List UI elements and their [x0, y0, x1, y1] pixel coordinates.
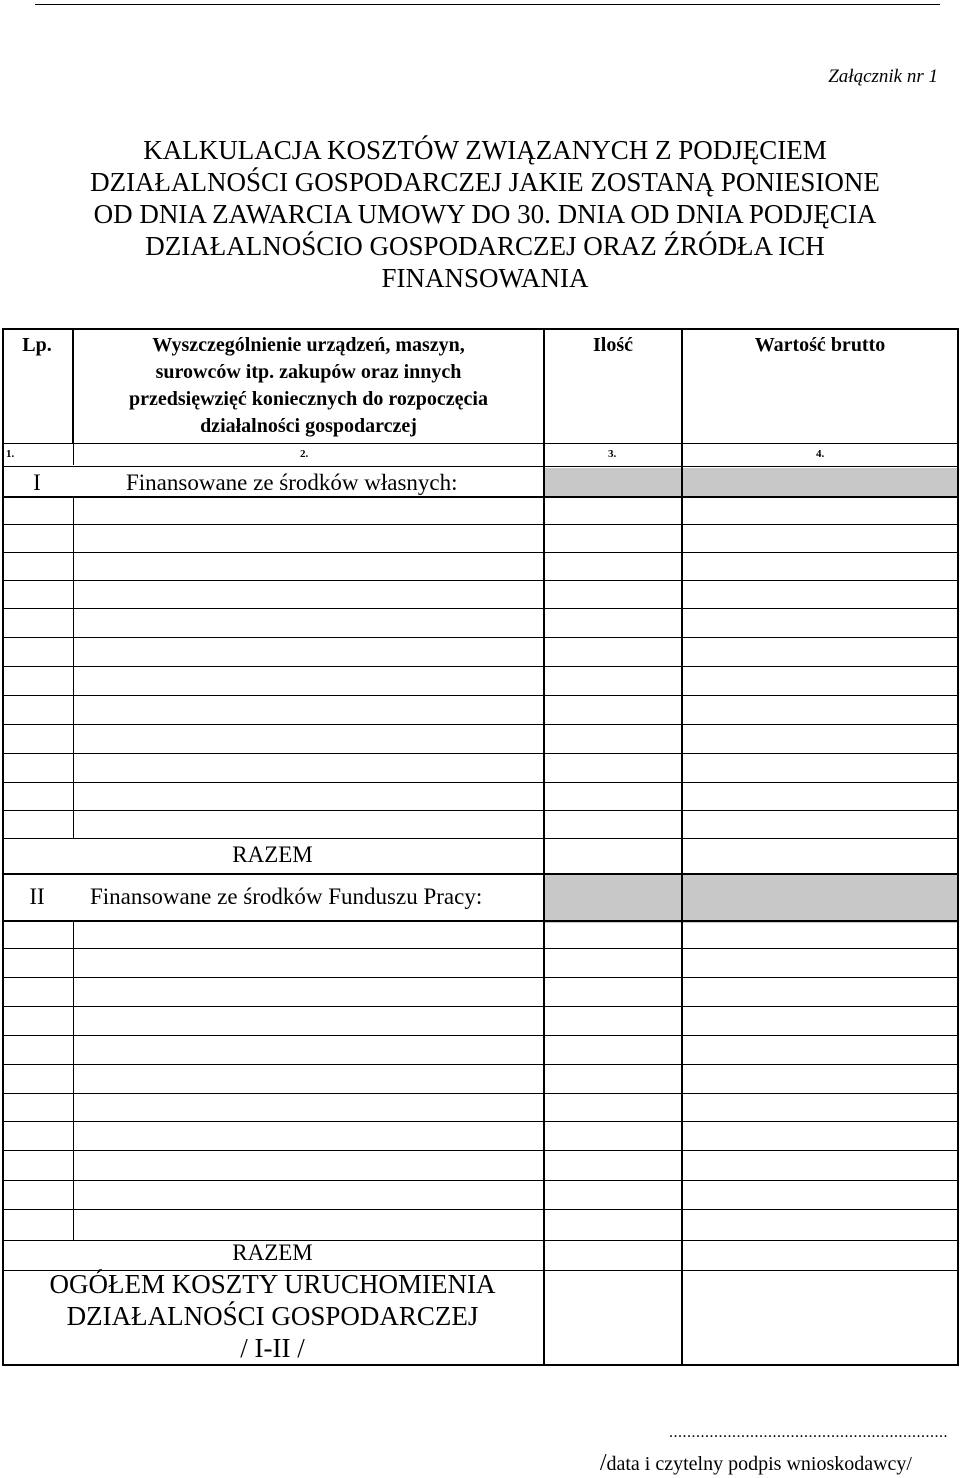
- column-number-1: 1.: [6, 448, 15, 460]
- header-value: Wartość brutto: [754, 334, 886, 356]
- section2-row-top-line: [2, 873, 959, 875]
- row-line: [2, 1150, 959, 1151]
- row-line: [2, 1035, 959, 1036]
- signature-caption: [600, 1450, 912, 1477]
- table-border-bottom: [2, 1364, 959, 1366]
- section2-label: Finansowane ze środków Funduszu Pracy:: [90, 884, 483, 909]
- row-line: [2, 753, 959, 754]
- section2-quantity-shade: [545, 873, 681, 923]
- number-row-bottom-line: [2, 466, 959, 467]
- title-line-2: DZIAŁALNOŚCI GOSPODARCZEJ JAKIE ZOSTANĄ PONIESIONE: [90, 167, 880, 197]
- signature-slash: /: [599, 1450, 607, 1476]
- grand-total-line-1: OGÓŁEM KOSZTY URUCHOMIENIA: [49, 1269, 496, 1299]
- header-description-line-1: Wyszczególnienie urządzeń, maszyn,: [152, 334, 465, 356]
- section1-number: I: [33, 470, 41, 495]
- row-line: [2, 724, 959, 725]
- table-border-top: [2, 328, 959, 330]
- row-line: [2, 977, 959, 978]
- row-line: [2, 552, 959, 553]
- row-line: [2, 637, 959, 638]
- row-line: [2, 580, 959, 581]
- header-description: [74, 332, 543, 440]
- section1-label: Finansowane ze środków własnych:: [126, 470, 458, 495]
- title-line-5: FINANSOWANIA: [381, 263, 589, 293]
- row-line: [2, 782, 959, 783]
- col-divider-1-section1: [73, 496, 74, 838]
- grand-total-label: [2, 1268, 543, 1364]
- grand-total-line-3: / I-II /: [240, 1333, 305, 1363]
- section2-total-label: RAZEM: [232, 1240, 313, 1265]
- row-line: [2, 948, 959, 949]
- column-number-4: 4.: [816, 448, 825, 460]
- row-line: [2, 1093, 959, 1094]
- section1-total-label: RAZEM: [232, 842, 313, 867]
- header-description-line-4: działalności gospodarczej: [200, 415, 417, 437]
- row-line: [2, 1180, 959, 1181]
- section1-value-shade: [683, 468, 958, 497]
- row-line: [2, 810, 959, 811]
- top-rule: [35, 4, 940, 5]
- header-description-line-3: przedsięwzięć koniecznych do rozpoczęcia: [129, 388, 488, 410]
- section1-quantity-shade: [545, 468, 681, 497]
- column-number-3: 3.: [608, 448, 617, 460]
- row-line: [2, 666, 959, 667]
- row-line: [2, 695, 959, 696]
- row-line: [2, 524, 959, 525]
- attachment-label: Załącznik nr 1: [828, 66, 938, 87]
- title-line-1: KALKULACJA KOSZTÓW ZWIĄZANYCH Z PODJĘCIEM: [143, 135, 827, 165]
- title-line-4: DZIAŁALNOŚCIO GOSPODARCZEJ ORAZ ŹRÓDŁA ICH: [145, 231, 825, 261]
- header-bottom-line: [2, 443, 959, 444]
- signature-dotted-line: ..............................................................: [669, 1424, 948, 1441]
- cost-table: [0, 328, 960, 1366]
- grand-total-line-2: DZIAŁALNOŚCI GOSPODARCZEJ: [66, 1301, 479, 1331]
- col-divider-1-numrow: [73, 443, 74, 465]
- col-divider-1-section2: [73, 920, 74, 1240]
- signature-label: data i czytelny podpis wnioskodawcy/: [606, 1453, 912, 1475]
- row-line: [2, 608, 959, 609]
- header-quantity: Ilość: [593, 334, 633, 356]
- title-line-3: OD DNIA ZAWARCIA UMOWY DO 30. DNIA OD DNIA PODJĘCIA: [93, 199, 877, 229]
- section2-number: II: [29, 884, 45, 909]
- section1-total-top-line: [2, 838, 959, 839]
- row-line: [2, 1209, 959, 1210]
- section2-row-bottom-line: [2, 920, 959, 922]
- header-lp: Lp.: [22, 334, 52, 356]
- header-description-line-2: surowców itp. zakupów oraz innych: [155, 361, 462, 383]
- row-line: [2, 1121, 959, 1122]
- column-number-2: 2.: [300, 448, 309, 460]
- section2-value-shade: [683, 873, 958, 923]
- row-line: [2, 1006, 959, 1007]
- document-title: [20, 134, 950, 294]
- row-line: [2, 1064, 959, 1065]
